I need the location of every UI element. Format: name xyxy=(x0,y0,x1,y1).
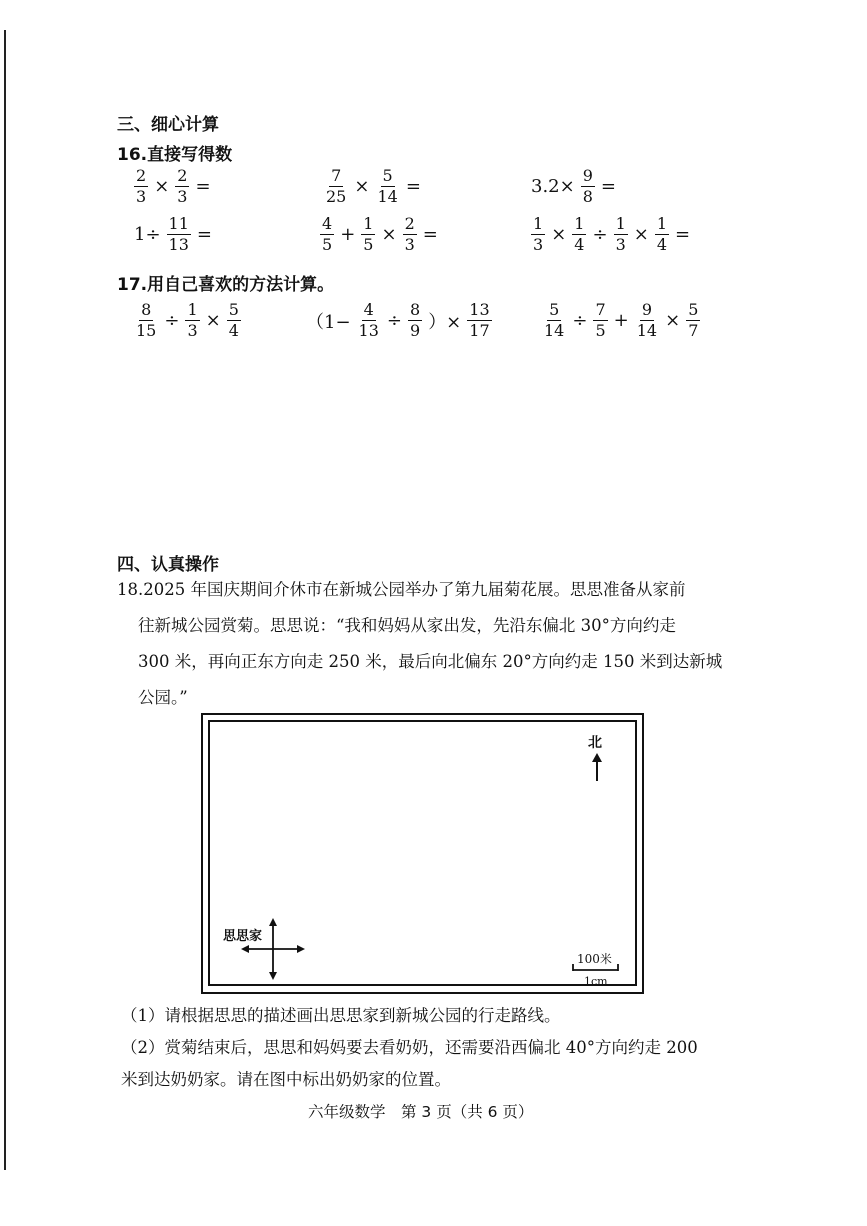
numerator: 9 xyxy=(641,300,652,319)
q16-item-3 xyxy=(528,168,619,205)
page-footer: 六年级数学 第 3 页（共 6 页） xyxy=(308,1103,534,1121)
fraction xyxy=(357,302,381,339)
q18-line-3: 300 米，再向正东方向走 250 米，最后向北偏东 20°方向约走 150 米到达新城 xyxy=(138,652,723,671)
denominator: 3 xyxy=(187,321,198,340)
question-16-title: 16.直接写得数 xyxy=(117,145,233,165)
fraction xyxy=(614,216,628,253)
math-operator: × xyxy=(205,310,221,331)
scale-bar-icon xyxy=(571,962,621,974)
numerator: 4 xyxy=(322,214,333,233)
denominator: 13 xyxy=(168,235,189,254)
math-operator: × xyxy=(381,224,397,245)
denominator: 25 xyxy=(326,187,347,206)
math-operator: × xyxy=(633,224,649,245)
denominator: 17 xyxy=(469,321,490,340)
fraction xyxy=(175,168,189,205)
scale-label: 100米 xyxy=(577,952,612,966)
math-operator: = xyxy=(675,224,691,245)
denominator: 5 xyxy=(363,235,374,254)
math-operator: ）× xyxy=(428,311,462,333)
numerator: 2 xyxy=(177,166,188,185)
math-operator: 3.2× xyxy=(531,176,575,197)
section-4-title: 四、认真操作 xyxy=(117,555,219,575)
denominator: 3 xyxy=(136,187,147,206)
fraction xyxy=(324,168,348,205)
denominator: 14 xyxy=(544,321,565,340)
fraction xyxy=(467,302,491,339)
q16-item-2 xyxy=(321,168,424,205)
math-operator: = xyxy=(405,176,421,197)
q17-item-2 xyxy=(303,302,495,339)
denominator: 5 xyxy=(322,235,333,254)
q17-item-1 xyxy=(131,302,244,339)
question-17-title: 17.用自己喜欢的方法计算。 xyxy=(117,275,335,295)
fraction xyxy=(542,302,566,339)
math-operator: （1− xyxy=(306,311,351,333)
math-operator: + xyxy=(613,310,629,331)
math-operator: + xyxy=(340,224,356,245)
denominator: 4 xyxy=(228,321,239,340)
numerator: 1 xyxy=(574,214,585,233)
q18-sub-2-line-1: （2）赏菊结束后，思思和妈妈要去看奶奶，还需要沿西偏北 40°方向约走 200 xyxy=(121,1038,698,1057)
fraction xyxy=(403,216,417,253)
denominator: 13 xyxy=(358,321,379,340)
math-operator: 1÷ xyxy=(134,224,161,245)
fraction xyxy=(531,216,545,253)
compass-cross-icon xyxy=(240,916,306,982)
numerator: 8 xyxy=(141,300,152,319)
numerator: 4 xyxy=(363,300,374,319)
math-operator: × xyxy=(665,310,681,331)
fraction xyxy=(320,216,334,253)
fraction xyxy=(408,302,422,339)
math-operator: = xyxy=(196,224,212,245)
math-operator: = xyxy=(422,224,438,245)
fraction xyxy=(134,168,148,205)
denominator: 15 xyxy=(136,321,157,340)
numerator: 1 xyxy=(656,214,668,233)
numerator: 5 xyxy=(228,300,239,319)
denominator: 8 xyxy=(582,187,593,206)
numerator: 1 xyxy=(363,214,374,233)
home-label: 思思家 xyxy=(223,929,263,944)
denominator: 3 xyxy=(404,235,415,254)
binding-line xyxy=(4,30,6,1170)
numerator: 13 xyxy=(469,300,490,319)
numerator: 1 xyxy=(615,214,626,233)
numerator: 2 xyxy=(404,214,415,233)
fraction xyxy=(185,302,199,339)
math-operator: × xyxy=(354,176,370,197)
scale-unit: 1cm xyxy=(584,975,608,988)
numerator: 7 xyxy=(595,300,606,319)
denominator: 14 xyxy=(636,321,658,340)
denominator: 7 xyxy=(688,321,699,340)
q17-item-3 xyxy=(539,302,703,339)
fraction xyxy=(686,302,700,339)
math-operator: = xyxy=(600,176,616,197)
denominator: 3 xyxy=(533,235,544,254)
denominator: 4 xyxy=(574,235,585,254)
denominator: 3 xyxy=(615,235,626,254)
numerator: 5 xyxy=(382,166,393,185)
q16-item-6 xyxy=(528,216,693,253)
fraction xyxy=(581,168,595,205)
q18-line-2: 往新城公园赏菊。思思说：“我和妈妈从家出发，先沿东偏北 30°方向约走 xyxy=(138,616,676,635)
fraction xyxy=(134,302,158,339)
fraction xyxy=(635,302,659,339)
denominator: 14 xyxy=(377,187,398,206)
q18-line-4: 公园。” xyxy=(138,688,188,707)
numerator: 5 xyxy=(688,300,699,319)
north-label: 北 xyxy=(588,735,602,751)
denominator: 4 xyxy=(656,235,668,254)
fraction xyxy=(167,216,191,253)
math-operator: ÷ xyxy=(572,310,588,331)
fraction xyxy=(227,302,241,339)
math-operator: = xyxy=(195,176,211,197)
numerator: 7 xyxy=(331,166,342,185)
fraction xyxy=(375,168,399,205)
numerator: 8 xyxy=(410,300,421,319)
math-operator: × xyxy=(551,224,567,245)
denominator: 3 xyxy=(177,187,188,206)
numerator: 9 xyxy=(582,166,593,185)
q18-line-1: 18.2025 年国庆期间介休市在新城公园举办了第九届菊花展。思思准备从家前 xyxy=(117,580,686,599)
math-operator: ÷ xyxy=(164,310,180,331)
denominator: 5 xyxy=(595,321,606,340)
numerator: 1 xyxy=(533,214,544,233)
math-operator: ÷ xyxy=(386,310,402,331)
section-3-title: 三、细心计算 xyxy=(117,115,219,135)
denominator: 9 xyxy=(410,321,421,340)
q16-item-1 xyxy=(131,168,214,205)
numerator: 1 xyxy=(187,300,198,319)
fraction xyxy=(655,216,669,253)
math-operator: × xyxy=(154,176,170,197)
numerator: 2 xyxy=(136,166,147,185)
q16-item-4 xyxy=(131,216,215,253)
q18-sub-1: （1）请根据思思的描述画出思思家到新城公园的行走路线。 xyxy=(121,1006,561,1025)
q18-sub-2-line-2: 米到达奶奶家。请在图中标出奶奶家的位置。 xyxy=(121,1070,451,1089)
fraction xyxy=(593,302,607,339)
q16-item-5 xyxy=(317,216,441,253)
math-operator: ÷ xyxy=(592,224,608,245)
fraction xyxy=(572,216,586,253)
fraction xyxy=(361,216,375,253)
numerator: 5 xyxy=(549,300,560,319)
north-arrow-icon xyxy=(589,753,605,783)
numerator: 11 xyxy=(168,214,189,233)
